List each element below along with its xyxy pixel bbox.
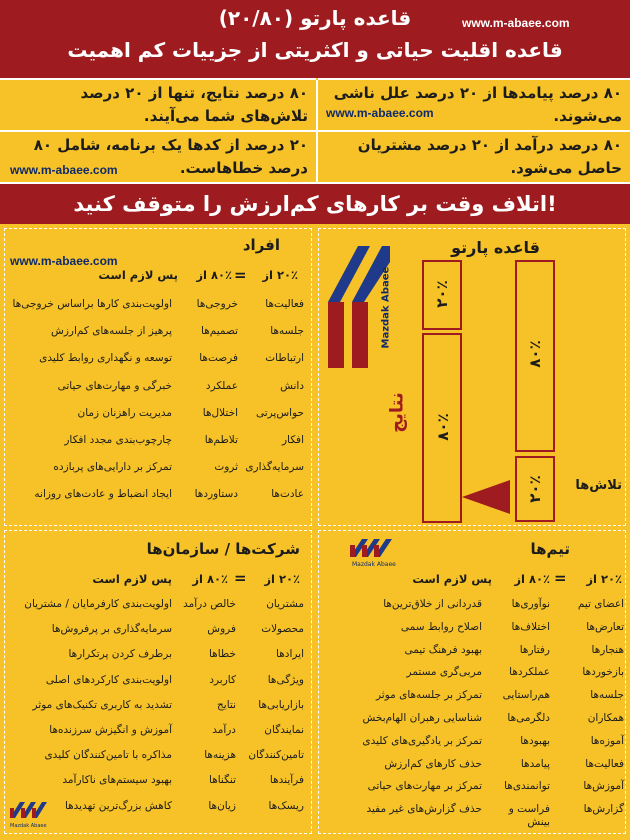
fact-results: ۸۰ درصد نتایج، تنها از ۲۰ درصد تلاش‌های شما می‌آیند. (0, 78, 316, 130)
teams-row-7-col-2: بهبودها (520, 734, 550, 747)
companies-row-2-col-1: محصولات (261, 623, 304, 636)
teams-row-3-col-3: بهبود فرهنگ تیمی (404, 643, 482, 656)
companies-row-1-col-3: اولویت‌بندی کارفرمایان / مشتریان (24, 598, 172, 610)
mazdak-abaee-logo-small (348, 537, 402, 563)
individuals-title: افراد (242, 236, 280, 254)
teams-row-1-col-1: اعضای تیم (577, 598, 624, 610)
companies-row-7-col-1: تامین‌کنندگان (248, 749, 304, 762)
individuals-row-4-col-3: خبرگی و مهارت‌های حیاتی (57, 379, 172, 392)
companies-row-2-col-3: سرمایه‌گذاری بر پرفروش‌ها (51, 623, 172, 636)
teams-row-10-col-1: گزارش‌ها (583, 803, 624, 816)
page-subtitle: قاعده اقلیت حیاتی و اکثریتی از جزییات کم اهمیت (67, 38, 563, 62)
teams-row-6-col-1: همکاران (587, 712, 624, 724)
logo-corner-text: Mazdak Abaee (10, 823, 47, 829)
companies-row-9-col-1: ریسک‌ها (268, 799, 304, 812)
teams-row-5-col-1: جلسه‌ها (590, 689, 624, 702)
teams-eq: = (554, 569, 567, 587)
teams-row-6-col-3: شناسایی رهبران الهام‌بخش (362, 712, 482, 724)
individuals-row-7-col-3: تمرکز بر دارایی‌های پربازده (53, 461, 172, 474)
companies-row-2-col-2: فروش (207, 623, 236, 636)
companies-row-1-col-1: مشتریان (266, 598, 304, 610)
companies-col-20: ۲۰٪ از (264, 572, 300, 586)
individuals-col-action: پس لازم است (98, 268, 178, 282)
companies-col-action: پس لازم است (92, 572, 172, 586)
companies-row-6-col-2: درآمد (212, 724, 236, 736)
individuals-row-2-col-3: پرهیز از جلسه‌های کم‌ارزش (51, 325, 172, 338)
individuals-row-8-col-2: دستاوردها (194, 488, 238, 501)
teams-row-5-col-2: هم‌راستایی (502, 689, 550, 702)
individuals-row-6-col-1: افکار (281, 434, 304, 446)
logo-text: Mazdak Abaee (380, 266, 392, 349)
teams-col-20: ۲۰٪ از (586, 572, 622, 586)
teams-title: تیم‌ها (530, 540, 570, 558)
teams-row-9-col-1: آموزش‌ها (583, 780, 624, 793)
companies-row-4-col-2: کاربرد (209, 673, 236, 686)
teams-row-10-col-3: حذف گزارش‌های غیر مفید (366, 803, 482, 816)
companies-row-8-col-1: فرآیندها (269, 774, 304, 787)
results-20-label: ۲۰٪ (433, 280, 451, 308)
companies-row-9-col-2: زیان‌ها (208, 799, 236, 812)
pareto-title: قاعده پارتو (451, 238, 540, 257)
companies-row-4-col-1: ویژگی‌ها (267, 673, 304, 686)
fact-divider (316, 80, 318, 182)
header-website[interactable]: www.m-abaee.com (462, 16, 570, 30)
teams-row-8-col-2: پیامدها (520, 757, 550, 770)
individuals-row-2-col-2: تصمیم‌ها (201, 325, 238, 338)
companies-row-9-col-3: کاهش بزرگ‌ترین تهدیدها (64, 799, 172, 812)
teams-row-2-col-2: اختلاف‌ها (511, 620, 550, 633)
mazdak-abaee-logo-corner (8, 800, 52, 822)
stop-wasting-banner: اتلاف وقت بر کارهای کم‌ارزش را متوقف کنید! (0, 182, 630, 224)
companies-row-5-col-3: تشدید به کاربری تکنیک‌های موثر (32, 698, 172, 711)
fact-website-1[interactable]: www.m-abaee.com (326, 106, 434, 120)
companies-row-1-col-2: خالص درآمد (183, 598, 236, 610)
teams-row-4-col-1: بازخوردها (582, 666, 624, 679)
teams-row-4-col-2: عملکردها (509, 666, 550, 679)
companies-row-3-col-3: برطرف کردن پرتکرارها (68, 648, 172, 661)
individuals-row-6-col-3: چارچوب‌بندی مجدد افکار (64, 434, 172, 446)
companies-row-6-col-3: آموزش و انگیزش سرزنده‌ها (49, 724, 172, 736)
individuals-row-3-col-3: توسعه و نگهداری روابط کلیدی (39, 352, 172, 365)
companies-eq: = (234, 569, 247, 587)
teams-row-3-col-1: هنجارها (591, 643, 624, 656)
teams-row-4-col-3: مربی‌گری مستمر (406, 666, 482, 679)
companies-row-5-col-2: نتایج (217, 698, 236, 711)
individuals-col-20: ۲۰٪ از (262, 268, 298, 282)
companies-row-8-col-3: بهبود سیستم‌های ناکارآمد (62, 774, 172, 787)
teams-row-3-col-2: رفتارها (519, 643, 550, 656)
teams-row-6-col-2: دلگرمی‌ها (507, 712, 550, 724)
companies-row-5-col-1: بازاریابی‌ها (258, 698, 304, 711)
individuals-row-3-col-2: فرصت‌ها (199, 352, 238, 365)
fact-causes: ۸۰ درصد پیامدها از ۲۰ درصد علل ناشی می‌شوند. (318, 78, 630, 130)
teams-row-2-col-1: تعارض‌ها (586, 620, 624, 633)
individuals-row-4-col-1: دانش (280, 379, 304, 392)
results-80-label: ۸۰٪ (434, 413, 452, 441)
teams-row-9-col-3: تمرکز بر مهارت‌های حیاتی (367, 780, 482, 793)
companies-title: شرکت‌ها / سازمان‌ها (146, 540, 300, 558)
efforts-80-label: ۸۰٪ (526, 340, 544, 368)
individuals-row-1-col-1: فعالیت‌ها (265, 298, 304, 310)
arrow-triangle (462, 480, 510, 514)
companies-col-80: ۸۰٪ از (192, 572, 228, 586)
teams-row-2-col-3: اصلاح روابط سمی (400, 620, 482, 633)
individuals-row-8-col-3: ایجاد انضباط و عادت‌های روزانه (34, 488, 172, 501)
page-title: قاعده پارتو (۲۰/۸۰) (218, 6, 412, 30)
individuals-eq: = (234, 266, 247, 284)
individuals-row-6-col-2: تلاطم‌ها (204, 434, 238, 446)
teams-row-9-col-2: توانمندی‌ها (504, 780, 550, 793)
teams-row-7-col-1: آموزه‌ها (590, 734, 624, 747)
teams-col-action: پس لازم است (412, 572, 492, 586)
companies-row-3-col-1: ایرادها (276, 648, 304, 661)
fact-revenue: ۸۰ درصد درآمد از ۲۰ درصد مشتریان حاصل می‌شود. (318, 130, 630, 182)
fact-website-2[interactable]: www.m-abaee.com (10, 163, 118, 177)
efforts-label: تلاش‌ها (575, 478, 622, 493)
companies-row-8-col-2: تنگناها (209, 774, 236, 787)
individuals-website[interactable]: www.m-abaee.com (10, 254, 118, 268)
individuals-row-8-col-1: عادت‌ها (271, 488, 304, 501)
teams-row-5-col-3: تمرکز بر جلسه‌های موثر (376, 689, 482, 702)
individuals-row-1-col-3: اولویت‌بندی کارها براساس خروجی‌ها (12, 298, 172, 310)
logo-small-text: Mazdak Abaee (352, 561, 396, 568)
individuals-row-5-col-2: اختلال‌ها (202, 406, 238, 419)
teams-row-10-col-2: فراست و بینش (508, 803, 550, 829)
individuals-col-80: ۸۰٪ از (196, 268, 232, 282)
teams-row-8-col-1: فعالیت‌ها (585, 757, 624, 770)
individuals-row-2-col-1: جلسه‌ها (270, 325, 304, 338)
individuals-row-3-col-1: ارتباطات (265, 352, 304, 365)
companies-row-7-col-2: هزینه‌ها (204, 749, 236, 762)
companies-row-6-col-1: نمایندگان (264, 724, 304, 736)
teams-row-1-col-2: نوآوری‌ها (511, 598, 550, 610)
teams-col-80: ۸۰٪ از (514, 572, 550, 586)
teams-row-7-col-3: تمرکز بر یادگیری‌های کلیدی (362, 734, 482, 747)
individuals-row-7-col-2: ثروت (214, 461, 238, 474)
individuals-row-1-col-2: خروجی‌ها (196, 298, 238, 310)
companies-row-3-col-2: خطاها (208, 648, 236, 661)
individuals-row-4-col-2: عملکرد (205, 379, 238, 392)
individuals-row-7-col-1: سرمایه‌گذاری (245, 461, 304, 474)
individuals-row-5-col-1: حواس‌پرتی (255, 406, 304, 419)
fact-code-errors: ۲۰ درصد از کدها یک برنامه، شامل ۸۰ درصد خطاهاست. (0, 130, 316, 182)
companies-row-4-col-3: اولویت‌بندی کارکردهای اصلی (45, 673, 172, 686)
efforts-20-label: ۲۰٪ (526, 475, 544, 503)
teams-row-8-col-3: حذف کارهای کم‌ارزش (384, 757, 482, 770)
companies-row-7-col-3: مذاکره با تامین‌کنندگان کلیدی (44, 749, 172, 762)
results-label: نتایج (386, 392, 408, 433)
individuals-row-5-col-3: مدیریت راهزنان زمان (77, 406, 172, 419)
teams-row-1-col-3: قدردانی از خلاق‌ترین‌ها (383, 598, 482, 610)
